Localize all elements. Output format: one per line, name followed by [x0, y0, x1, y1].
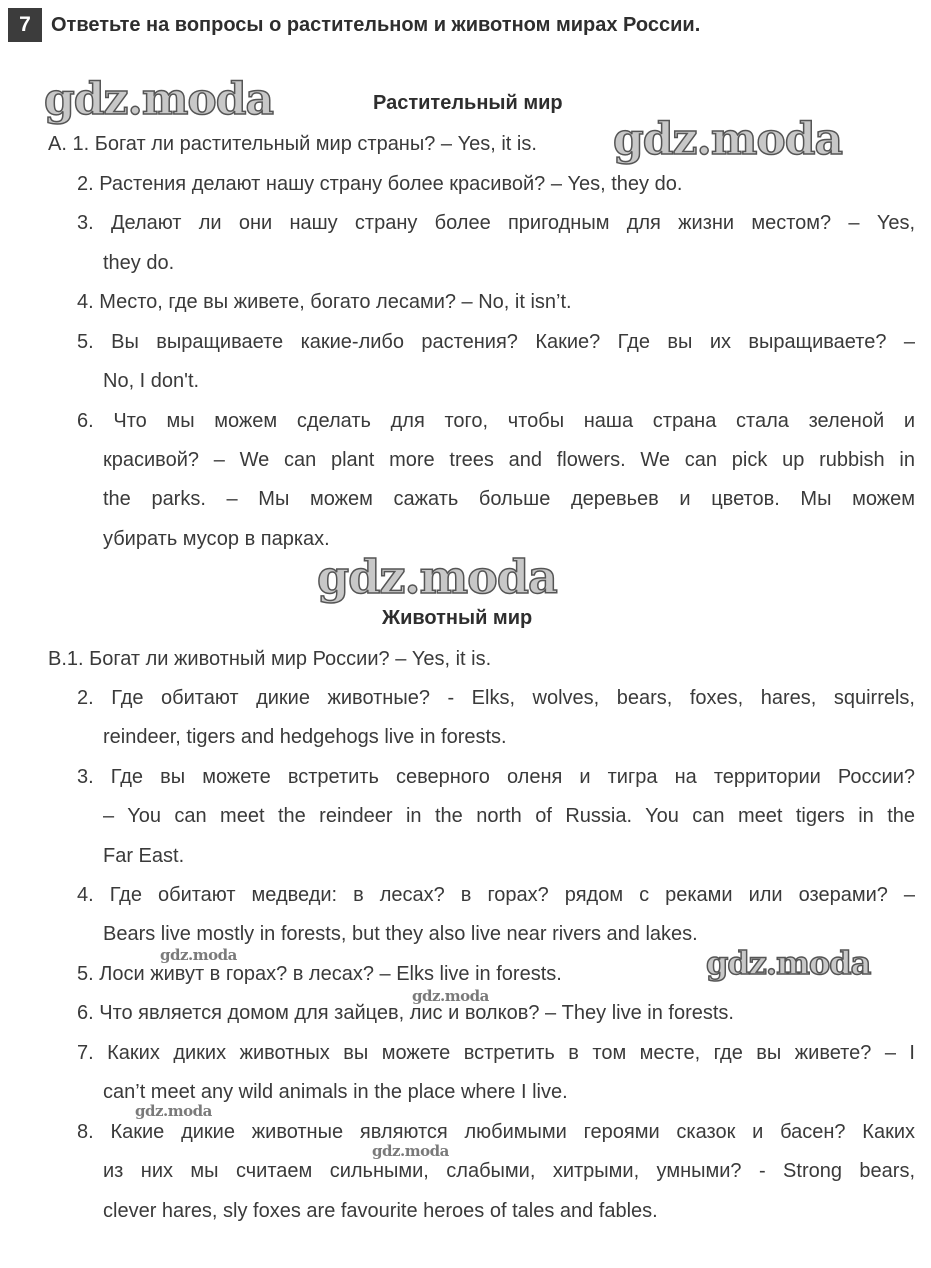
- animals-section-title: Животный мир: [382, 607, 533, 629]
- animals-line-12: can’t meet any wild animals in the place where I live.: [103, 1081, 568, 1103]
- plants-line-3: 3. Делают ли они нашу страну более пригодным для жизни местом? – Yes,: [77, 212, 915, 234]
- plants-line-6: 5. Вы выращиваете какие-либо растения? Какие? Где вы их выращиваете? –: [77, 331, 915, 353]
- animals-line-9: 5. Лоси живут в горах? в лесах? – Elks live in forests.: [77, 963, 562, 985]
- plants-line-4: they do.: [103, 252, 175, 274]
- task-header: [8, 8, 700, 42]
- watermark-logo: gdz.moda: [44, 74, 274, 125]
- plants-line-7: No, I don't.: [103, 370, 200, 392]
- animals-line-5: – You can meet the reindeer in the north of Russia. You can meet tigers in the: [103, 805, 915, 827]
- task-title: Ответьте на вопросы о растительном и животном мирах России.: [51, 13, 701, 36]
- plants-section-title: Растительный мир: [373, 92, 563, 114]
- animals-line-3: reindeer, tigers and hedgehogs live in forests.: [103, 726, 507, 748]
- plants-line-8: 6. Что мы можем сделать для того, чтобы наша страна стала зеленой и: [77, 410, 915, 432]
- watermark-logo: gdz.moda: [706, 944, 871, 982]
- watermark-small: gdz.moda: [135, 1102, 212, 1120]
- animals-line-6: Far East.: [103, 845, 185, 867]
- plants-line-5: 4. Место, где вы живете, богато лесами? – No, it isn’t.: [77, 291, 572, 313]
- plants-line-2: 2. Растения делают нашу страну более красивой? – Yes, they do.: [77, 173, 683, 195]
- plants-line-10: the parks. – Мы можем сажать больше деревьев и цветов. Мы можем: [103, 488, 915, 510]
- watermark-logo: gdz.moda: [613, 114, 843, 165]
- plants-line-1: A. 1. Богат ли растительный мир страны? – Yes, it is.: [48, 133, 537, 155]
- animals-line-10: 6. Что является домом для зайцев, лис и волков? – They live in forests.: [77, 1002, 734, 1024]
- watermark-small: gdz.moda: [372, 1142, 449, 1160]
- animals-line-7: 4. Где обитают медведи: в лесах? в горах? рядом с реками или озерами? –: [77, 884, 915, 906]
- animals-line-8: Bears live mostly in forests, but they also live near rivers and lakes.: [103, 923, 698, 945]
- animals-line-13: 8. Какие дикие животные являются любимыми героями сказок и басен? Каких: [77, 1121, 915, 1143]
- animals-line-14: из них мы считаем сильными, слабыми, хитрыми, умными? - Strong bears,: [103, 1160, 915, 1182]
- plants-line-11: убирать мусор в парках.: [103, 528, 330, 550]
- animals-line-15: clever hares, sly foxes are favourite heroes of tales and fables.: [103, 1200, 658, 1222]
- task-number-badge: 7: [8, 8, 42, 42]
- animals-line-2: 2. Где обитают дикие животные? - Elks, wolves, bears, foxes, hares, squirrels,: [77, 687, 915, 709]
- animals-line-4: 3. Где вы можете встретить северного оленя и тигра на территории России?: [77, 766, 915, 788]
- animals-line-11: 7. Каких диких животных вы можете встретить в том месте, где вы живете? – I: [77, 1042, 915, 1064]
- animals-line-1: B.1. Богат ли животный мир России? – Yes, it is.: [48, 648, 492, 670]
- watermark-logo: gdz.moda: [317, 550, 557, 604]
- plants-line-9: красивой? – We can plant more trees and flowers. We can pick up rubbish in: [103, 449, 915, 471]
- watermark-small: gdz.moda: [412, 987, 489, 1005]
- watermark-small: gdz.moda: [160, 946, 237, 964]
